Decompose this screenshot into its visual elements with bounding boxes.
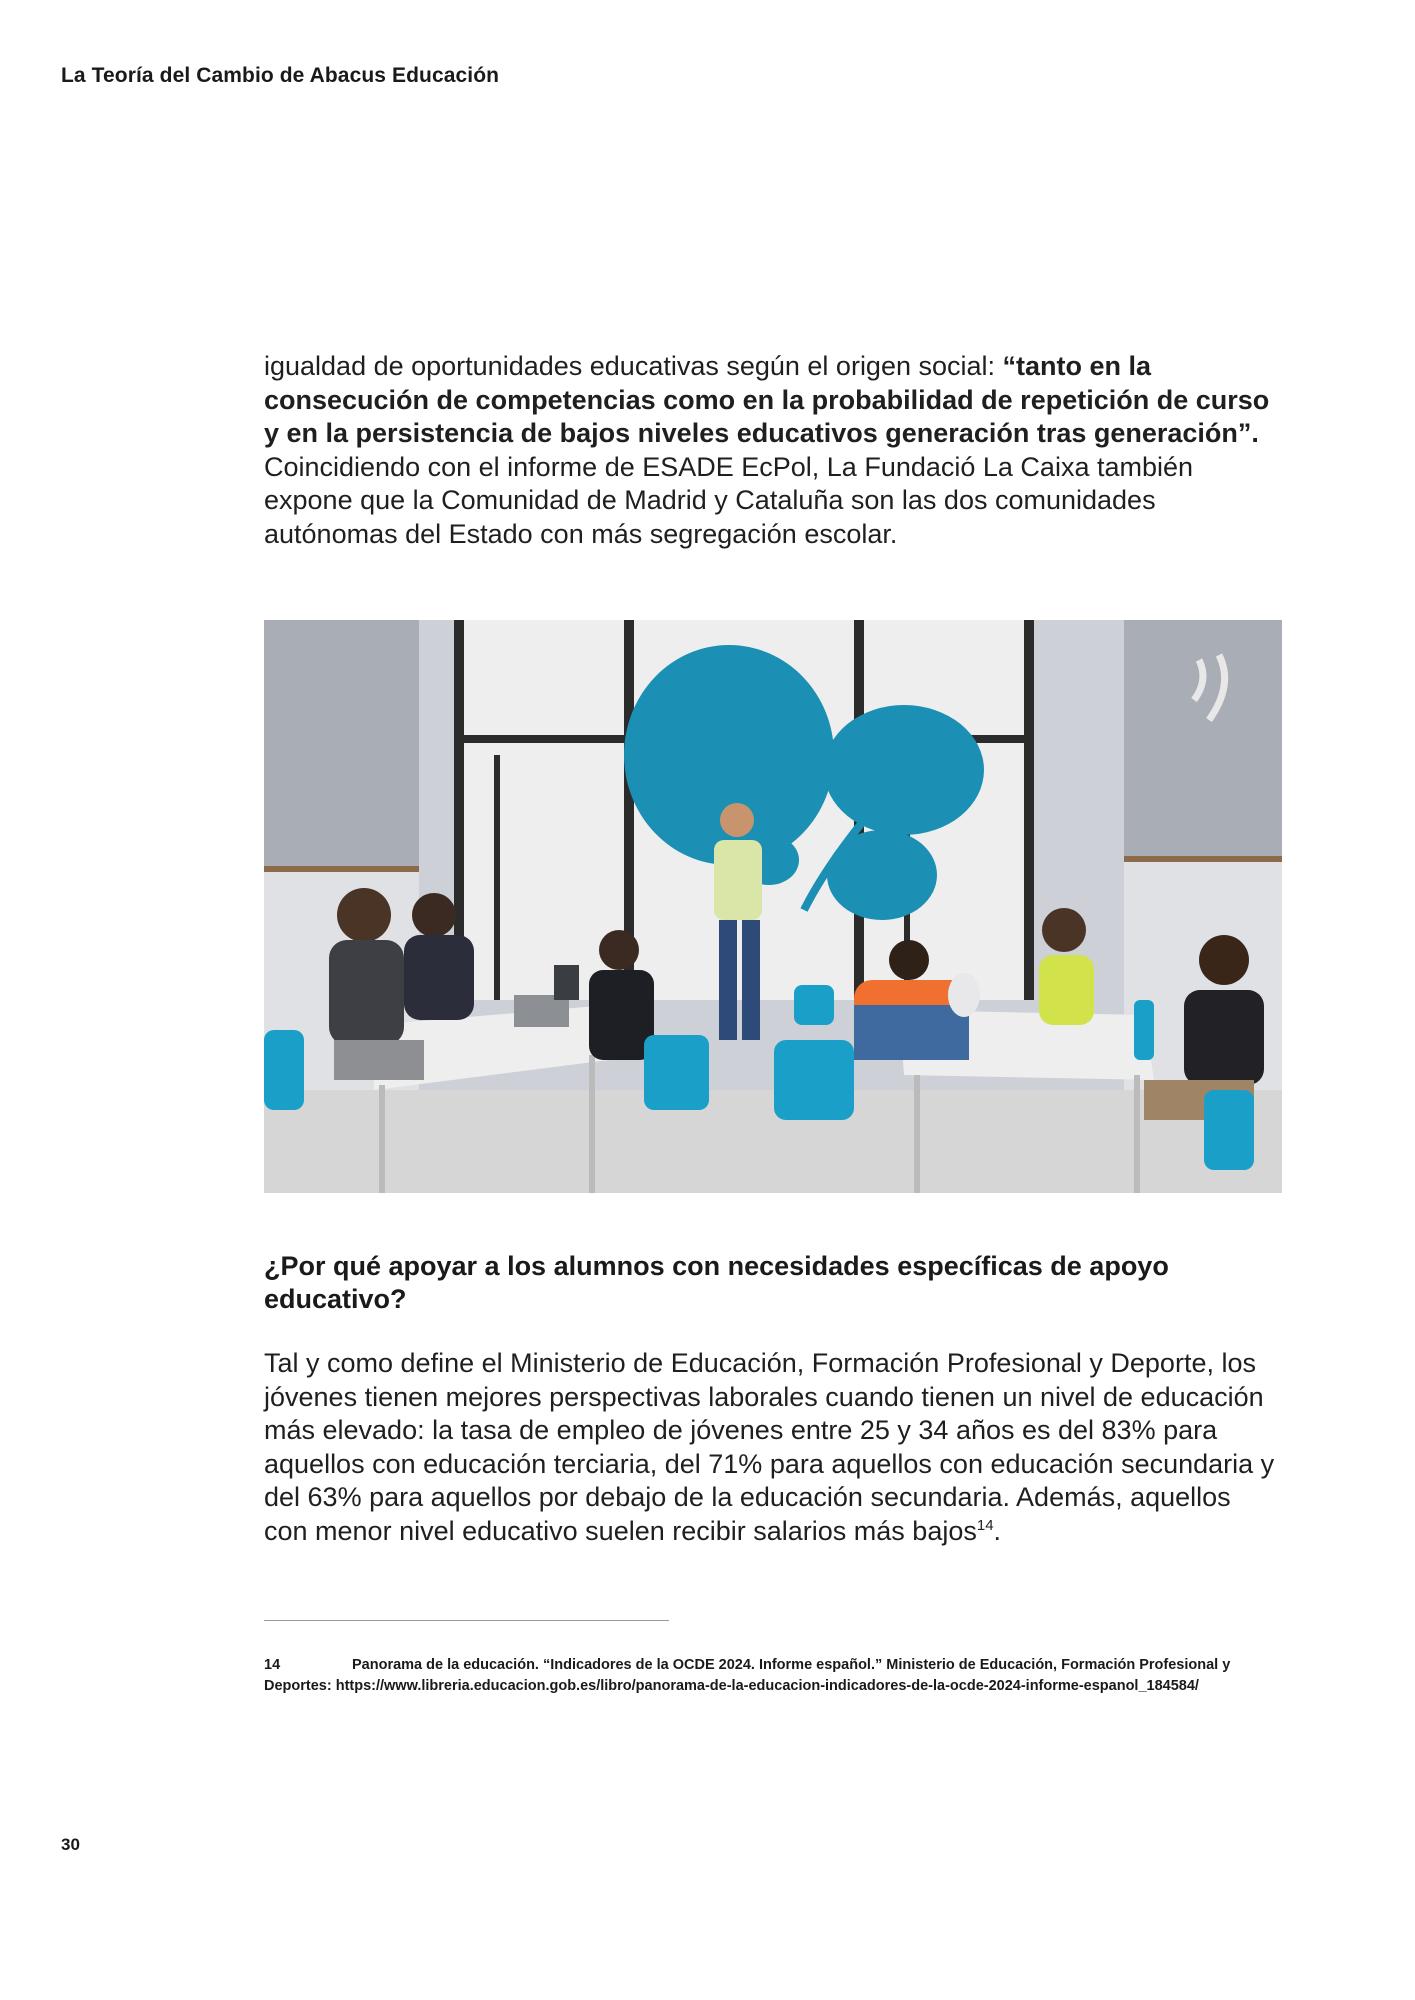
- footnote-text: Panorama de la educación. “Indicadores de la OCDE 2024. Informe español.” Ministerio de Educación, Formación Profesional y Deportes: https://www.libreria.educacion.gob.es/libro/panorama-de-la-educacion-indicadores-de-la-ocde-2024-informe-espanol_184584/: [264, 1657, 1231, 1694]
- page-number: 30: [61, 1835, 80, 1854]
- classroom-illustration: [264, 620, 1282, 1193]
- section-paragraph-end: .: [993, 1515, 1002, 1546]
- classroom-photo: [264, 620, 1282, 1193]
- intro-paragraph: [264, 350, 1279, 551]
- intro-text-after: Coincidiendo con el informe de ESADE EcPol, La Fundació La Caixa también expone que la Comunidad de Madrid y Cataluña son las dos comunidades autónomas del Estado con más segregación escolar.: [264, 451, 1194, 549]
- intro-quote-open: “: [1002, 351, 1017, 381]
- section-heading: ¿Por qué apoyar a los alumnos con necesidades específicas de apoyo educativo?: [264, 1251, 1169, 1314]
- footnote-reference[interactable]: 14: [976, 1516, 994, 1534]
- running-header: La Teoría del Cambio de Abacus Educación: [61, 64, 500, 87]
- footnote-divider: [264, 1620, 669, 1621]
- intro-text-before: igualdad de oportunidades educativas según el origen social:: [264, 351, 1003, 381]
- footnote: [264, 1655, 1284, 1697]
- intro-bold-quote: tanto en la consecución de competencias como en la probabilidad de repetición de curso y en la persistencia de bajos niveles educativos generación tras generación: [264, 351, 1270, 448]
- footnote-number: 14: [264, 1657, 281, 1673]
- intro-quote-close: ”.: [1237, 418, 1259, 448]
- section-paragraph-text: Tal y como define el Ministerio de Educación, Formación Profesional y Deporte, los jóvenes tienen mejores perspectivas laborales cuando tienen un nivel de educación más elevado: la tasa de empleo de jóvenes entre 25 y 34 años es del 83% para aquellos con educación terciaria, del 71% para aquellos con educación secundaria y del 63% para aquellos por debajo de la educación secundaria. Además, aquellos con menor nivel educativo suelen recibir salarios más bajos: [264, 1348, 1275, 1546]
- section-paragraph: [264, 1347, 1279, 1548]
